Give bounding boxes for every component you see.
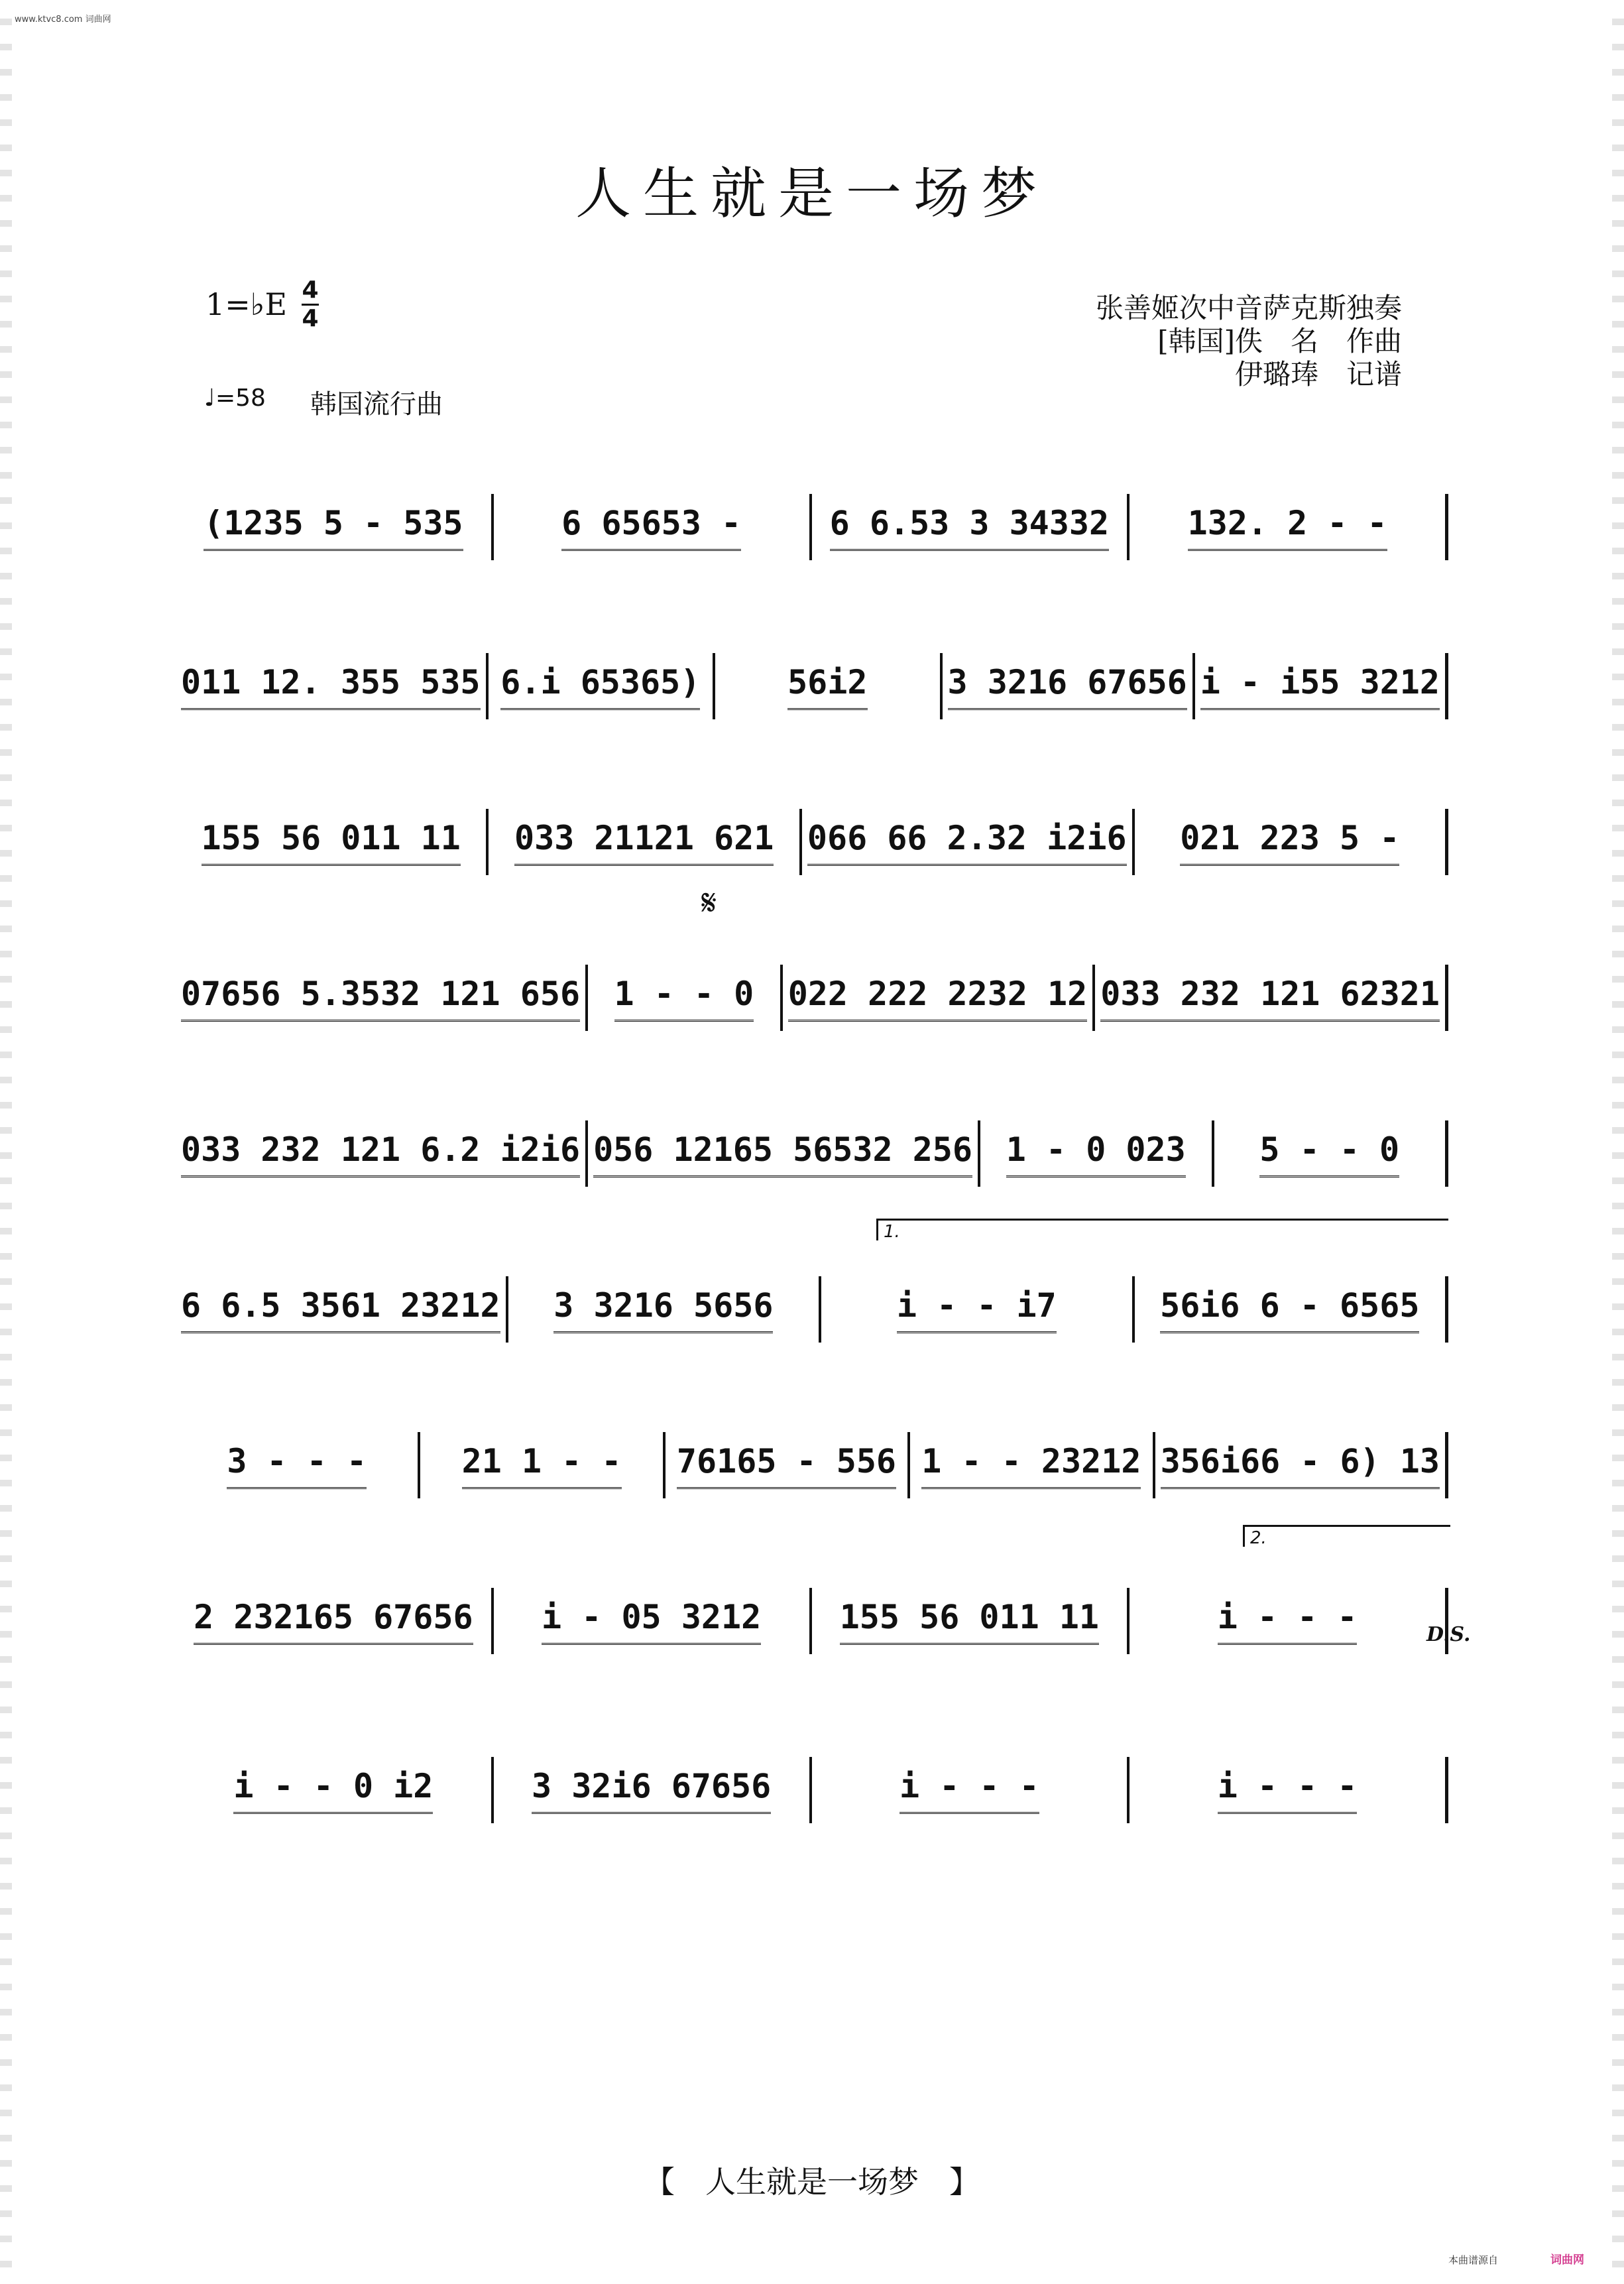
measure: [494, 494, 812, 560]
note-group: i - - 0 i2: [233, 1767, 433, 1814]
measure: [812, 1757, 1130, 1823]
measure: [1130, 1757, 1448, 1823]
meter-top: 4: [302, 276, 319, 304]
note-group: 21 1 - -: [462, 1442, 622, 1489]
measure: [176, 965, 588, 1031]
note-group: 155 56 011 11: [202, 819, 461, 866]
measure: [494, 1757, 812, 1823]
note-group: 56i6 6 - 6565: [1160, 1286, 1419, 1333]
measure: [176, 1432, 420, 1498]
source-note: 本曲谱源自: [1448, 2254, 1498, 2266]
footer-title: 【 人生就是一场梦 】: [644, 2164, 980, 2200]
note-group: 1 - 0 023: [1006, 1130, 1186, 1177]
credit-composer: [韩国]佚 名 作曲: [1157, 325, 1402, 357]
measure: [1135, 1276, 1448, 1343]
left-border-decoration: [0, 0, 12, 2284]
notation-system: [176, 1757, 1448, 1823]
note-group: i - - -: [899, 1767, 1039, 1814]
measure: [910, 1432, 1155, 1498]
notation-system: [176, 1276, 1448, 1343]
measure: [1195, 653, 1448, 719]
measure: [812, 494, 1130, 560]
notation-system: [176, 494, 1448, 560]
note-group: (1235 5 - 535: [203, 504, 463, 551]
note-group: 155 56 011 11: [840, 1598, 1099, 1645]
measure: [176, 1588, 494, 1654]
notation-system: [176, 1120, 1448, 1187]
note-group: i - i55 3212: [1200, 663, 1440, 710]
measure: [1155, 1432, 1448, 1498]
measure: [489, 809, 801, 875]
note-group: 5 - - 0: [1259, 1130, 1399, 1177]
right-border-decoration: [1612, 0, 1624, 2284]
credit-transcriber: 伊璐琫 记谱: [1234, 358, 1402, 391]
time-signature: [302, 277, 319, 332]
measure: [1130, 494, 1448, 560]
note-group: 07656 5.3532 121 656: [181, 975, 580, 1022]
measure: [666, 1432, 910, 1498]
notation-system: [176, 1588, 1448, 1654]
note-group: 011 12. 355 535: [181, 663, 481, 710]
credit-performer: 张善姬次中音萨克斯独奏: [1095, 292, 1402, 324]
notation-system: [176, 965, 1448, 1031]
segno-icon: 𝄋: [701, 882, 717, 924]
note-group: 033 232 121 62321: [1100, 975, 1440, 1022]
measure: [494, 1588, 812, 1654]
second-ending-bracket: [1243, 1525, 1450, 1547]
measure: [943, 653, 1195, 719]
note-group: 033 21121 621: [514, 819, 774, 866]
note-group: 6 65653 -: [561, 504, 741, 551]
first-ending-bracket: [876, 1219, 1448, 1240]
measure: [176, 809, 489, 875]
brand-logo[interactable]: 词曲网: [1550, 2254, 1584, 2267]
measure: [821, 1276, 1134, 1343]
measure: [176, 1757, 494, 1823]
page-title: 人生就是一场梦: [575, 161, 1049, 226]
volta-2-label: 2.: [1250, 1528, 1267, 1548]
note-group: 3 32i6 67656: [532, 1767, 771, 1814]
measure: [802, 809, 1135, 875]
note-group: 3 3216 5656: [553, 1286, 773, 1333]
measure: [1095, 965, 1448, 1031]
note-group: 033 232 121 6.2 i2i6: [181, 1130, 580, 1177]
note-group: 56i2: [787, 663, 867, 710]
measure: [980, 1120, 1214, 1187]
measure: [176, 1120, 588, 1187]
measure: [1135, 809, 1448, 875]
measure: [588, 1120, 980, 1187]
measure: [176, 653, 489, 719]
genre-label: 韩国流行曲: [310, 389, 443, 420]
note-group: i - - i7: [897, 1286, 1057, 1333]
note-group: 3 3216 67656: [948, 663, 1187, 710]
note-group: 132. 2 - -: [1188, 504, 1387, 551]
note-group: 1 - - 0: [614, 975, 754, 1022]
note-group: 6 6.5 3561 23212: [181, 1286, 500, 1333]
note-group: 021 223 5 -: [1180, 819, 1399, 866]
measure: [420, 1432, 665, 1498]
credits-block: [1096, 292, 1402, 391]
measure: [588, 965, 783, 1031]
notation-system: [176, 809, 1448, 875]
measure: [489, 653, 716, 719]
note-group: 066 66 2.32 i2i6: [807, 819, 1127, 866]
meter-bottom: 4: [302, 305, 319, 332]
note-group: 6 6.53 3 34332: [830, 504, 1109, 551]
note-group: 356i66 - 6) 13: [1161, 1442, 1440, 1489]
note-group: i - 05 3212: [542, 1598, 761, 1645]
note-group: 2 232165 67656: [194, 1598, 473, 1645]
note-group: i - - -: [1218, 1767, 1358, 1814]
dal-segno-mark: D.S.: [1426, 1623, 1471, 1646]
notation-system: [176, 653, 1448, 719]
measure: [1214, 1120, 1449, 1187]
note-group: 022 222 2232 12: [788, 975, 1088, 1022]
note-group: 056 12165 56532 256: [593, 1130, 972, 1177]
measure: [1130, 1588, 1448, 1654]
note-group: 3 - - -: [227, 1442, 367, 1489]
notation-system: [176, 1432, 1448, 1498]
note-group: 76165 - 556: [677, 1442, 896, 1489]
volta-1-label: 1.: [884, 1222, 900, 1242]
site-url[interactable]: www.ktvc8.com 词曲网: [15, 15, 111, 25]
key-signature: 1=♭E: [205, 286, 288, 322]
note-group: i - - -: [1218, 1598, 1358, 1645]
tempo-mark: ♩=58: [204, 385, 266, 412]
measure: [176, 494, 494, 560]
measure: [783, 965, 1096, 1031]
measure: [508, 1276, 821, 1343]
note-group: 1 - - 23212: [921, 1442, 1141, 1489]
measure: [812, 1588, 1130, 1654]
measure: [176, 1276, 508, 1343]
note-group: 6.i 65365): [500, 663, 700, 710]
measure: [715, 653, 943, 719]
